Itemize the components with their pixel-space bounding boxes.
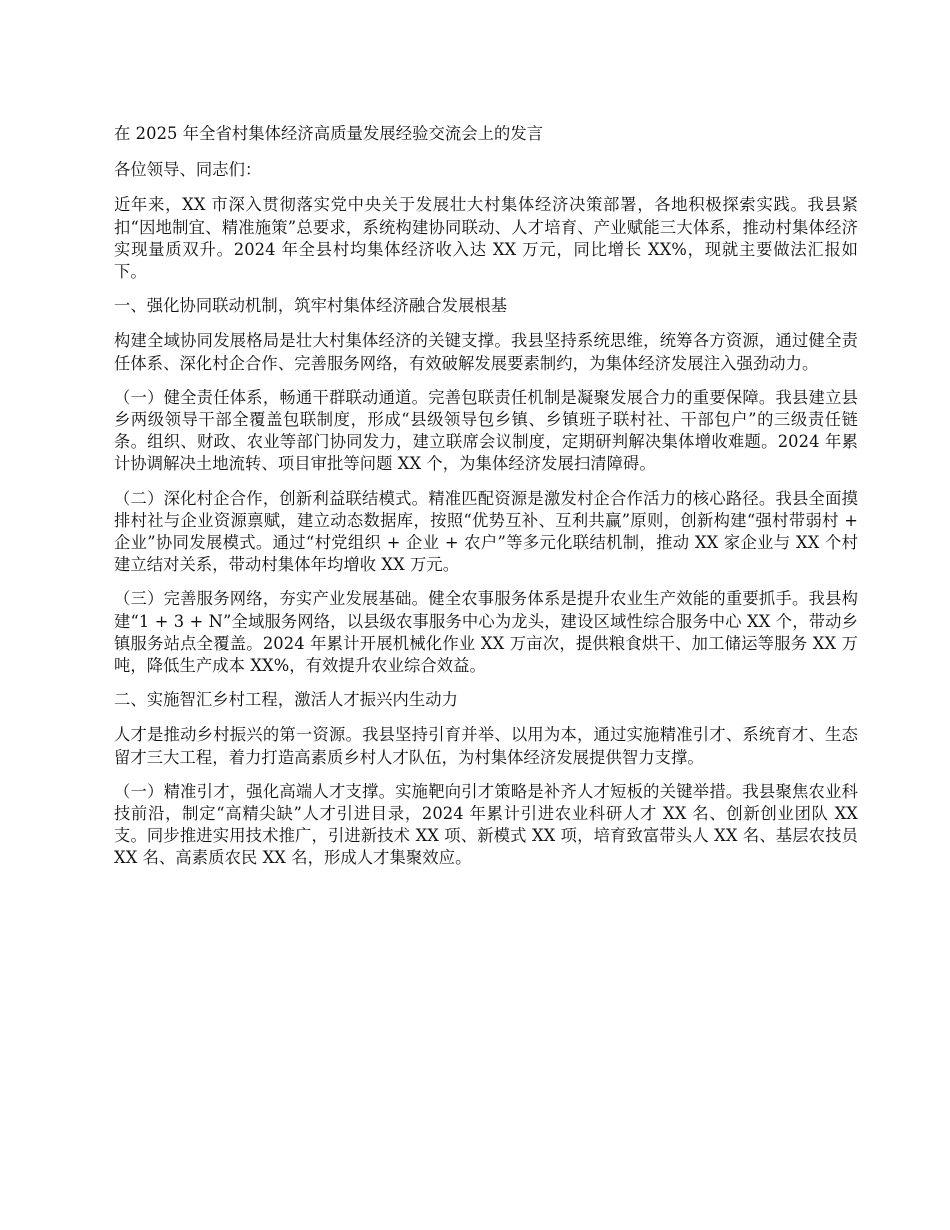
document-page: [114, 123, 858, 882]
section-1-item-3: （三）完善服务网络，夯实产业发展基础。健全农事服务体系是提升农业生产效能的重要抓手。我县构建“1 + 3 + N”全域服务网络，以县级农事服务中心为龙头，建设区域性综合服务中心 XX 个，带动乡镇服务站点全覆盖。2024 年累计开展机械化作业 XX 万亩次，提供粮食烘干、加工储运等服务 XX 万吨，降低生产成本 XX%，有效提升农业综合效益。: [114, 589, 858, 676]
section-1-item-2: （二）深化村企合作，创新利益联结模式。精准匹配资源是激发村企合作活力的核心路径。我县全面摸排村社与企业资源禀赋，建立动态数据库，按照“优势互补、互利共赢”原则，创新构建“强村带弱村 + 企业”协同发展模式。通过“村党组织 + 企业 + 农户”等多元化联结机制，推动 XX 家企业与 XX 个村建立结对关系，带动村集体年均增收 XX 万元。: [114, 488, 858, 575]
document-title: 在 2025 年全省村集体经济高质量发展经验交流会上的发言: [114, 124, 544, 143]
section-heading-1: 一、强化协同联动机制，筑牢村集体经济融合发展根基: [114, 296, 508, 316]
salutation: 各位领导、同志们：: [114, 160, 262, 180]
section-2-lead: 人才是推动乡村振兴的第一资源。我县坚持引育并举、以用为本，通过实施精准引才、系统育才、生态留才三大工程，着力打造高素质乡村人才队伍，为村集体经济发展提供智力支撑。: [114, 725, 858, 767]
section-2-item-1: （一）精准引才，强化高端人才支撑。实施靶向引才策略是补齐人才短板的关键举措。我县聚焦农业科技前沿，制定“高精尖缺”人才引进目录，2024 年累计引进农业科研人才 XX 名、创新创业团队 XX 支。同步推进实用技术推广，引进新技术 XX 项、新模式 XX 项，培育致富带头人 XX 名、基层农技员 XX 名、高素质农民 XX 名，形成人才集聚效应。: [114, 781, 858, 868]
section-heading-2: 二、实施智汇乡村工程，激活人才振兴内生动力: [114, 690, 459, 710]
section-1-item-1: （一）健全责任体系，畅通干群联动通道。完善包联责任机制是凝聚发展合力的重要保障。我县建立县乡两级领导干部全覆盖包联制度，形成“县级领导包乡镇、乡镇班子联村社、干部包户”的三级责任链条。组织、财政、农业等部门协同发力，建立联席会议制度，定期研判解决集体增收难题。2024 年累计协调解决土地流转、项目审批等问题 XX 个，为集体经济发展扫清障碍。: [114, 387, 858, 474]
intro-paragraph: 近年来，XX 市深入贯彻落实党中央关于发展壮大村集体经济决策部署，各地积极探索实践。我县紧扣“因地制宜、精准施策”总要求，系统构建协同联动、人才培育、产业赋能三大体系，推动村集体经济实现量质双升。2024 年全县村均集体经济收入达 XX 万元，同比增长 XX%，现就主要做法汇报如下。: [114, 195, 858, 282]
section-1-lead: 构建全域协同发展格局是壮大村集体经济的关键支撑。我县坚持系统思维，统筹各方资源，通过健全责任体系、深化村企合作、完善服务网络，有效破解发展要素制约，为集体经济发展注入强劲动力。: [114, 331, 858, 373]
